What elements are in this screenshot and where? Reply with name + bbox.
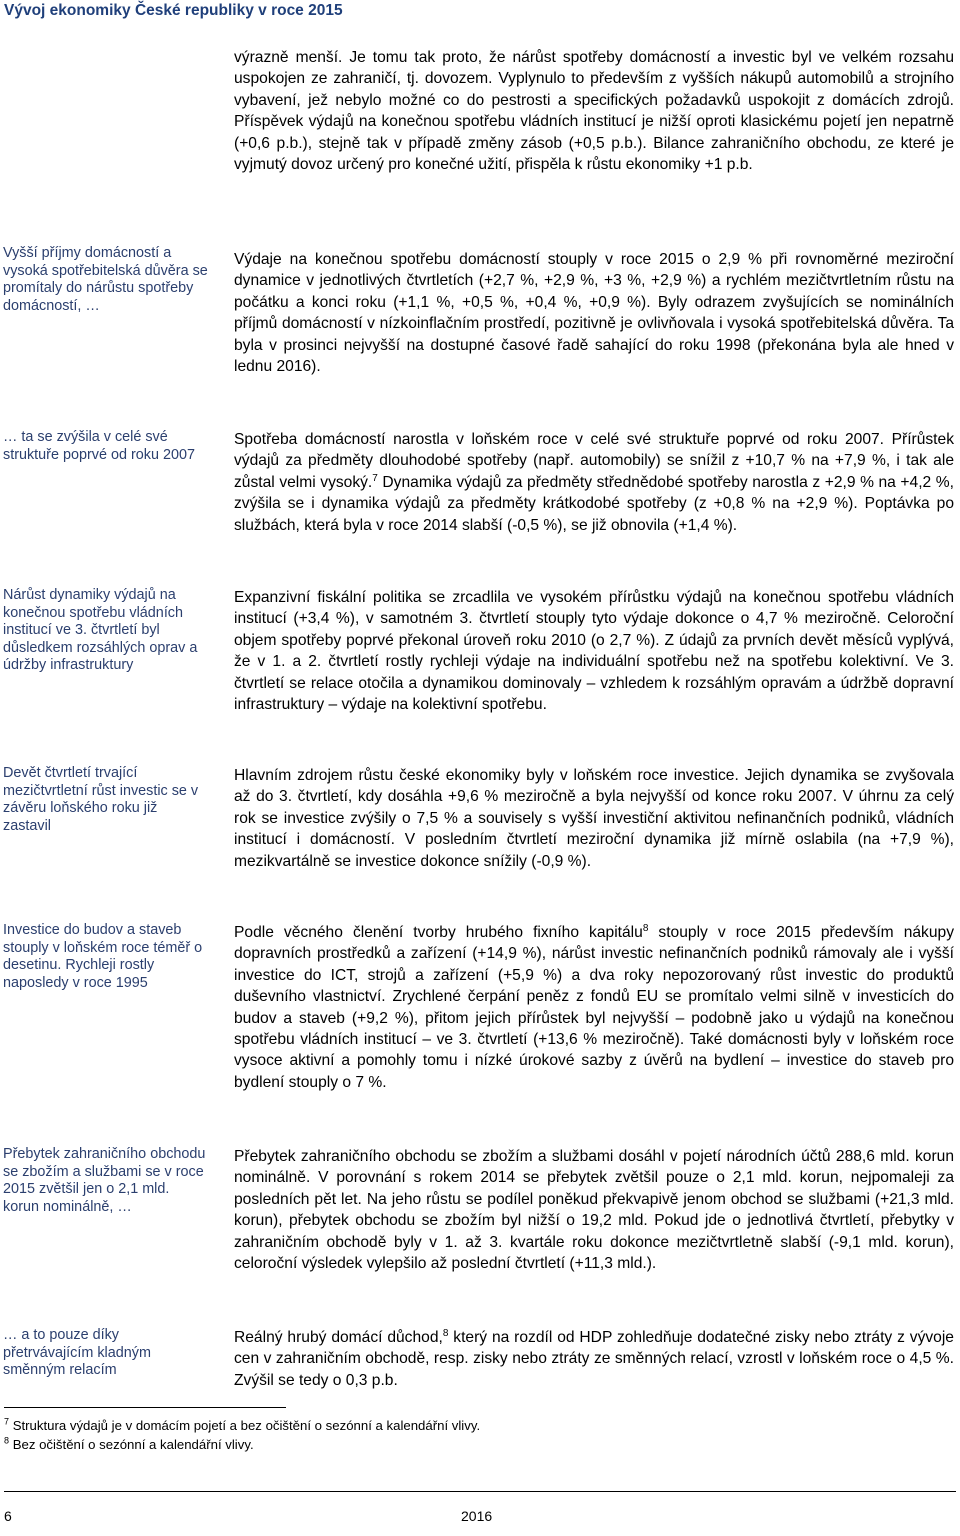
- footnote-7: $^7$ Struktura výdajů je v domácím pojetí a bez očištění o sezónní a kalendářní vlivy.: [4, 1416, 481, 1433]
- paragraph-investment: Hlavním zdrojem růstu české ekonomiky byly v loňském roce investice. Jejich dynamika se zvyšovala až do 3. čtvrtletí, kdy dosáhla +9,6 % meziročně a byla nejvyšší od konce roku 2007. V úhrnu za celý rok se investice zvýšily o 7,5 % a souvisely s vyšší investiční aktivitou nefinančních podniků, vládních institucí i domácností. V posledním čtvrtletí meziroční dynamika již mírně oslabila (na +7,9 %), mezikvartálně se investice dokonce snížily (-0,9 %).: [234, 767, 954, 870]
- footer-year: 2016: [461, 1508, 493, 1524]
- paragraph-intro: výrazně menší. Je tomu tak proto, že nárůst spotřeby domácností a investic byl ve velkém rozsahu uspokojen ze zahraničí, tj. dovozem. Vyplynulo to především z vyšších nákupů automobilů a strojního vybavení, jež nebylo možné co do pestrosti a specifických požadavků uspokojit z domácích zdrojů. Příspěvek výdajů na konečnou spotřebu vládních institucí je nižší oproti klasickému pojetí jen nepatrně (+0,6 p.b.), stejně tak v případě změny zásob (+0,5 p.b.). Bilance zahraničního obchodu, ze které je vyjmutý dovoz určený pro konečné užití, přispěla k růstu ekonomiky +1 p.b.: [234, 49, 954, 174]
- paragraph-government-consumption: Expanzivní fiskální politika se zrcadlila ve vysokém přírůstku výdajů na konečnou spotřebu vládních institucí (+3,4 %), v samotném 3. čtvrtletí stouply tyto výdaje dokonce o 4,7 % meziročně. Celoroční objem spotřeby poprvé překonal úroveň roku 2010 (o 2,7 %). Z údajů za prvních devět měsíců vyplývá, že v 1. a 2. čtvrtletí rostly rychleji výdaje na individuální spotřebu než na spotřebu kolektivní. Ve 3. čtvrtletí se relace otočila a dynamikou dominovaly – vzhledem k rozsáhlým opravám a údržbě dopravní infrastruktury – výdaje na kolektivní spotřebu.: [234, 589, 954, 714]
- paragraph-fixed-capital: Podle věcného členění tvorby hrubého fixního kapitálu$^8$ stouply v roce 2015 především nákupy dopravních prostředků a zařízení (+14,9 %), nárůst investic nefinančních podniků rámovaly ale i vyšší investice do ICT, strojů a zařízení (+5,9 %) a dva roky nepozorovaný růst investic do produktů duševního vlastnictví. Zrychlené čerpání peněz z fondů EU se promítalo velmi silně v investicích do budov a staveb (+9,2 %), přitom jejich přírůstek byl nejvyšší – podobně jako u výdajů na konečnou spotřebu vládních institucí – ve 3. čtvrtletí (+13,6 % meziročně). Také domácnosti byly v loňském roce vysoce aktivní a pomohly tomu i nízké úrokové sazby z úvěrů na bydlení – investice do staveb pro bydlení stouply o 7 %.: [234, 922, 954, 1091]
- sidebar-note: Devět čtvrtletí trvající mezičtvrtletní růst investic se v závěru loňského roku již zastavil: [3, 765, 199, 834]
- sidebar-note: … ta se zvýšila v celé své struktuře poprvé od roku 2007: [3, 429, 195, 463]
- page-number: 6: [4, 1508, 12, 1524]
- footer-divider: [4, 1491, 956, 1492]
- footnote-ref-8[interactable]: 8: [642, 922, 649, 934]
- footnote-8: $^8$ Bez očištění o sezónní a kalendářní vlivy.: [4, 1435, 254, 1452]
- footnote-divider: [4, 1407, 286, 1408]
- paragraph-household-consumption: Výdaje na konečnou spotřebu domácností stouply v roce 2015 o 2,9 % při rovnoměrné meziroční dynamice v jednotlivých čtvrtletích (+2,7 %, +2,9 %, +3 %, +2,9 %) a rychlém mezičtvrtletním růstu na počátku a konci roku (+1,1 %, +0,5 %, +0,4 %, +0,9 %). Byly odrazem zvyšujících se nominálních příjmů domácností v nízkoinflačním prostředí, pozitivně je ovlivňovala i vysoká spotřebitelská důvěra. Ta byla v prosinci nejvyšší na dostupné časové řadě sahající do roku 1998 (překonána byla ale hned v lednu 2016).: [234, 251, 954, 376]
- paragraph-foreign-trade: Přebytek zahraničního obchodu se zbožím a službami dosáhl v pojetí národních účtů 288,6 mld. korun nominálně. V porovnání s rokem 2014 se přebytek zvětšil pouze o 2,1 mld. korun, nejpomaleji za posledních pět let. Na jeho růstu se podílel poněkud překvapivě jenom obchod se službami (+21,3 mld. korun), přebytek obchodu se zbožím byl nižší o 19,2 mld. Pokud jde o jednotlivá čtvrtletí, přebytky v zahraničním obchodě byly v 1. až 3. kvartále roku dokonce mezičtvrtletně slabší (-9,1 mld. korun), celoroční výsledek vylepšilo až poslední čtvrtletí (+11,3 mld.).: [234, 1148, 954, 1273]
- document-header: Vývoj ekonomiky České republiky v roce 2015: [4, 2, 343, 19]
- sidebar-note: Investice do budov a staveb stouply v loňském roce téměř o desetinu. Rychleji rostly naposledy v roce 1995: [3, 922, 203, 991]
- sidebar-note: … a to pouze díky přetrvávajícím kladným směnným relacím: [3, 1327, 151, 1379]
- footnote-ref-8[interactable]: 8: [442, 1327, 449, 1339]
- sidebar-note: Přebytek zahraničního obchodu se zbožím a službami se v roce 2015 zvětšil jen o 2,1 mld. korun nominálně, …: [3, 1146, 206, 1215]
- sidebar-note: Vyšší příjmy domácností a vysoká spotřebitelská důvěra se promítaly do nárůstu spotřeby domácností, …: [3, 245, 208, 314]
- paragraph-consumption-structure: Spotřeba domácností narostla v loňském roce v celé své struktuře poprvé od roku 2007. Přírůstek výdajů za předměty dlouhodobé spotřeby (např. automobily) se snížil z +10,7 % na +7,9 %, i tak ale zůstal velmi vysoký.$^7$ Dynamika výdajů za předměty střednědobé spotřeby narostla z +2,9 % na +4,2 %, zvýšila se i dynamika výdajů za předměty krátkodobé spotřeby (z +0,8 % na +2,9 %). Poptávka po službách, která byla v roce 2014 slabší (-0,5 %), se již obnovila (+1,4 %).: [234, 431, 954, 534]
- paragraph-gdi: Reálný hrubý domácí důchod,$^8$ který na rozdíl od HDP zohledňuje dodatečné zisky nebo ztráty z vývoje cen v zahraničním obchodě, resp. zisky nebo ztráty ze směnných relací, vzrostl v loňském roce o 4,5 %. Zvýšil se tedy o 0,3 p.b.: [234, 1327, 954, 1389]
- sidebar-note: Nárůst dynamiky výdajů na konečnou spotřebu vládních institucí ve 3. čtvrtletí byl důsledkem rozsáhlých oprav a údržby infrastruktury: [3, 587, 198, 674]
- footnote-ref-7[interactable]: 7: [372, 472, 378, 484]
